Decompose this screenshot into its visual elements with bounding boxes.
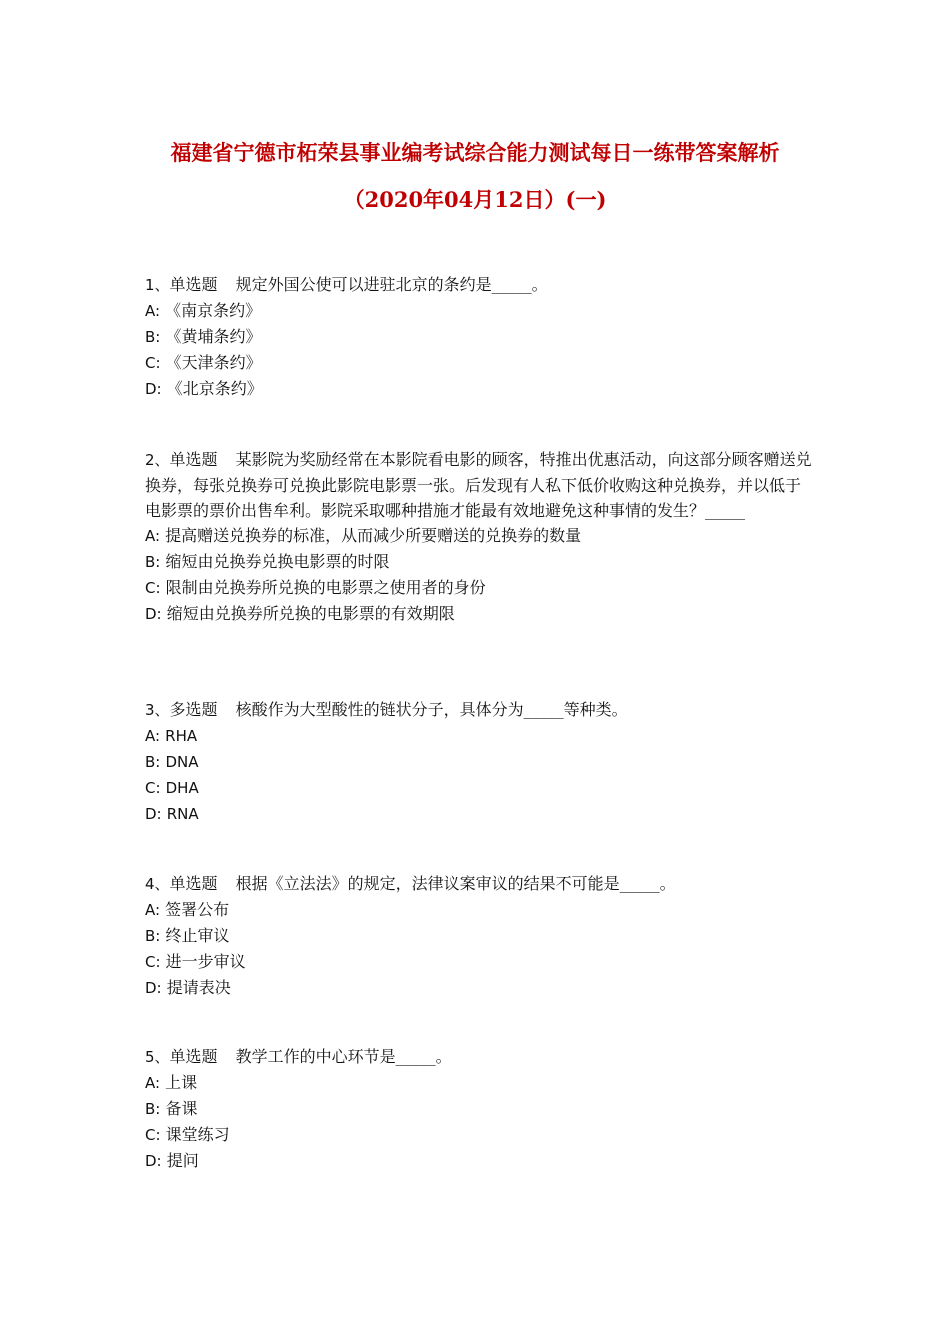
option-key: B:	[145, 328, 161, 346]
question-stem	[145, 272, 815, 298]
option-key: C:	[145, 1126, 161, 1144]
option-b	[145, 324, 815, 350]
option-b	[145, 749, 815, 775]
option-text: 《北京条约》	[166, 379, 263, 398]
option-text: 上课	[165, 1073, 198, 1092]
option-d	[145, 601, 815, 627]
question-text: 教学工作的中心环节是_____。	[235, 1047, 452, 1066]
option-text: 缩短由兑换券所兑换的电影票的有效期限	[166, 604, 455, 623]
option-key: C:	[145, 953, 161, 971]
question-type: 单选题	[169, 1047, 218, 1066]
option-a	[145, 1070, 815, 1096]
option-key: D:	[145, 979, 162, 997]
option-key: A:	[145, 527, 161, 545]
option-key: D:	[145, 1152, 162, 1170]
question-type: 单选题	[169, 450, 218, 469]
option-list	[145, 1070, 815, 1174]
option-d	[145, 1148, 815, 1174]
question-2	[145, 447, 815, 627]
option-text: 进一步审议	[165, 952, 246, 971]
question-number: 1、	[145, 276, 170, 294]
question-text: 根据《立法法》的规定，法律议案审议的结果不可能是_____。	[235, 874, 676, 893]
option-list	[145, 897, 815, 1001]
question-number: 3、	[145, 701, 170, 719]
option-d	[145, 975, 815, 1001]
option-key: A:	[145, 727, 161, 745]
option-key: A:	[145, 1074, 161, 1092]
question-stem	[145, 697, 815, 723]
question-type: 单选题	[169, 874, 218, 893]
option-text: RNA	[166, 805, 199, 823]
option-key: A:	[145, 302, 161, 320]
option-text: 终止审议	[165, 926, 230, 945]
question-stem	[145, 1044, 815, 1070]
option-a	[145, 523, 815, 549]
option-c	[145, 350, 815, 376]
question-1	[145, 272, 815, 402]
option-text: 缩短由兑换券兑换电影票的时限	[165, 552, 390, 571]
option-key: A:	[145, 901, 161, 919]
option-d	[145, 801, 815, 827]
option-text: 提问	[166, 1151, 199, 1170]
option-list	[145, 298, 815, 402]
option-key: D:	[145, 805, 162, 823]
question-stem	[145, 447, 815, 523]
document-title-line2: （2020年04月12日）(一)	[343, 187, 607, 212]
option-key: C:	[145, 779, 161, 797]
document-title-line1: 福建省宁德市柘荣县事业编考试综合能力测试每日一练带答案解析	[170, 140, 780, 165]
option-c	[145, 775, 815, 801]
option-text: 签署公布	[165, 900, 230, 919]
option-a	[145, 897, 815, 923]
option-text: 备课	[165, 1099, 198, 1118]
option-a	[145, 723, 815, 749]
option-text: 《南京条约》	[165, 301, 262, 320]
question-number: 2、	[145, 451, 170, 469]
option-text: 提请表决	[166, 978, 231, 997]
question-4	[145, 871, 815, 1001]
question-number: 4、	[145, 875, 170, 893]
option-key: B:	[145, 553, 161, 571]
option-text: 限制由兑换券所兑换的电影票之使用者的身份	[165, 578, 486, 597]
option-c	[145, 575, 815, 601]
option-text: 《黄埔条约》	[165, 327, 262, 346]
question-text: 核酸作为大型酸性的链状分子，具体分为_____等种类。	[235, 700, 628, 719]
option-d	[145, 376, 815, 402]
option-key: D:	[145, 380, 162, 398]
question-number: 5、	[145, 1048, 170, 1066]
option-key: C:	[145, 354, 161, 372]
option-a	[145, 298, 815, 324]
question-text: 规定外国公使可以进驻北京的条约是_____。	[235, 275, 548, 294]
question-type: 单选题	[169, 275, 218, 294]
option-key: D:	[145, 605, 162, 623]
option-key: B:	[145, 753, 161, 771]
option-text: DNA	[165, 753, 199, 771]
option-text: RHA	[165, 727, 198, 745]
option-b	[145, 1096, 815, 1122]
option-key: C:	[145, 579, 161, 597]
option-text: 提高赠送兑换券的标准，从而减少所要赠送的兑换券的数量	[165, 526, 582, 545]
option-key: B:	[145, 927, 161, 945]
question-3	[145, 697, 815, 827]
question-stem	[145, 871, 815, 897]
question-5	[145, 1044, 815, 1174]
option-text: 课堂练习	[165, 1125, 230, 1144]
option-key: B:	[145, 1100, 161, 1118]
option-list	[145, 723, 815, 827]
option-b	[145, 549, 815, 575]
option-text: DHA	[165, 779, 199, 797]
question-text: 某影院为奖励经常在本影院看电影的顾客，特推出优惠活动，向这部分顾客赠送兑换券，每张兑换券可兑换此影院电影票一张。后发现有人私下低价收购这种兑换券，并以低于电影票的票价出售牟利。影院采取哪种措施才能最有效地避免这种事情的发生？_____	[145, 450, 812, 520]
option-c	[145, 949, 815, 975]
option-c	[145, 1122, 815, 1148]
option-b	[145, 923, 815, 949]
question-type: 多选题	[169, 700, 218, 719]
option-list	[145, 523, 815, 627]
option-text: 《天津条约》	[165, 353, 262, 372]
